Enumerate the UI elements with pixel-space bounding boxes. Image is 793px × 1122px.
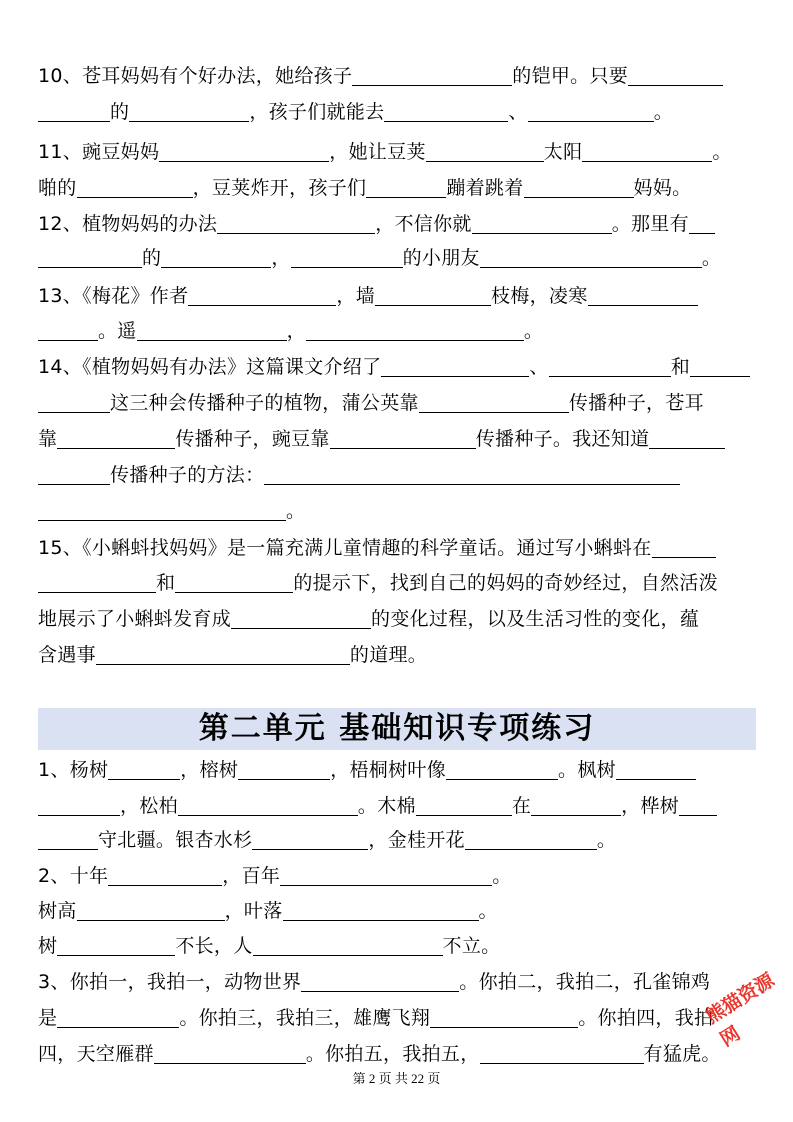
line-text: 11、豌豆妈妈 xyxy=(38,141,160,163)
line-text: 有猛虎。 xyxy=(643,1043,721,1065)
answer-blank[interactable] xyxy=(381,357,529,377)
answer-blank[interactable] xyxy=(38,501,286,521)
answer-blank[interactable] xyxy=(528,102,654,122)
answer-blank[interactable] xyxy=(426,142,544,162)
section-title: 第二单元 基础知识专项练习 xyxy=(198,711,596,746)
text-line xyxy=(38,355,750,379)
text-line xyxy=(38,427,725,451)
line-text: 的 xyxy=(110,101,130,123)
answer-blank[interactable] xyxy=(549,357,671,377)
text-line xyxy=(38,176,691,200)
answer-blank[interactable] xyxy=(384,102,508,122)
answer-blank[interactable] xyxy=(188,286,336,306)
answer-blank[interactable] xyxy=(582,142,712,162)
answer-blank[interactable] xyxy=(652,538,716,558)
text-line xyxy=(38,758,696,782)
answer-blank[interactable] xyxy=(301,972,459,992)
answer-blank[interactable] xyxy=(291,248,403,268)
line-text: ，百年 xyxy=(222,865,281,887)
line-text: ，叶落 xyxy=(224,900,283,922)
answer-blank[interactable] xyxy=(38,465,110,485)
line-text: 3、你拍一，我拍一，动物世界 xyxy=(38,971,302,993)
line-text: 。 xyxy=(596,829,617,851)
watermark: 熊猫资源网 xyxy=(702,969,779,1051)
line-text: 。你拍二，我拍二，孔雀锦鸡 xyxy=(459,971,711,993)
answer-blank[interactable] xyxy=(57,1008,179,1028)
line-text: 13、《梅花》作者 xyxy=(38,285,189,307)
line-text: 地展示了小蝌蚪发育成 xyxy=(38,608,232,630)
answer-blank[interactable] xyxy=(480,1044,644,1064)
line-text: 含遇事 xyxy=(38,644,96,666)
answer-blank[interactable] xyxy=(430,1008,578,1028)
line-text: 的提示下，找到自己的妈妈的奇妙经过，自然活泼 xyxy=(293,572,718,594)
line-text: 不立。 xyxy=(442,935,501,957)
text-line xyxy=(38,899,498,923)
text-line xyxy=(38,828,616,852)
answer-blank[interactable] xyxy=(330,429,476,449)
text-line xyxy=(38,970,710,994)
answer-blank[interactable] xyxy=(108,760,180,780)
answer-blank[interactable] xyxy=(366,178,446,198)
line-text: ， xyxy=(286,320,306,342)
line-text: ，桦树 xyxy=(621,795,680,817)
answer-blank[interactable] xyxy=(616,760,696,780)
line-text: 、 xyxy=(529,356,549,378)
answer-blank[interactable] xyxy=(77,901,225,921)
answer-blank[interactable] xyxy=(154,1044,306,1064)
answer-blank[interactable] xyxy=(57,936,175,956)
text-line xyxy=(38,536,716,560)
line-text: 。 xyxy=(286,500,306,522)
answer-blank[interactable] xyxy=(96,645,350,665)
text-line xyxy=(38,246,721,270)
text-line xyxy=(38,284,698,308)
line-text: ，孩子们就能去 xyxy=(249,101,385,123)
line-text: 的铠甲。只要 xyxy=(512,65,629,87)
text-line xyxy=(38,1042,721,1066)
text-line xyxy=(38,391,704,415)
answer-blank[interactable] xyxy=(480,248,702,268)
answer-blank[interactable] xyxy=(252,830,368,850)
answer-blank[interactable] xyxy=(280,866,492,886)
line-text: 。 xyxy=(712,141,732,163)
answer-blank[interactable] xyxy=(178,796,358,816)
line-text: 2、十年 xyxy=(38,865,109,887)
line-text: 四，天空雁群 xyxy=(38,1043,154,1065)
line-text: 传播种子，苍耳 xyxy=(568,392,704,414)
line-text: 。那里有 xyxy=(611,213,689,235)
answer-blank[interactable] xyxy=(38,573,156,593)
answer-blank[interactable] xyxy=(129,102,249,122)
answer-blank[interactable] xyxy=(524,178,634,198)
answer-blank[interactable] xyxy=(38,321,98,341)
answer-blank[interactable] xyxy=(679,796,717,816)
line-text: 枝梅，凌寒 xyxy=(491,285,588,307)
answer-blank[interactable] xyxy=(253,936,443,956)
line-text: 。木棉 xyxy=(357,795,416,817)
answer-blank[interactable] xyxy=(419,393,569,413)
answer-blank[interactable] xyxy=(689,214,715,234)
line-text: 不长，人 xyxy=(175,935,253,957)
line-text: 的小朋友 xyxy=(402,247,480,269)
line-text: 蹦着跳着 xyxy=(446,177,524,199)
line-text: 。 xyxy=(701,247,722,269)
answer-blank[interactable] xyxy=(588,286,698,306)
answer-blank[interactable] xyxy=(352,66,512,86)
line-text: ，墙 xyxy=(336,285,375,307)
line-text: 传播种子。我还知道 xyxy=(475,428,650,450)
line-text: ，她让豆荚 xyxy=(329,141,426,163)
line-text: 是 xyxy=(38,1007,58,1029)
text-line xyxy=(38,643,427,667)
text-line xyxy=(38,499,305,523)
line-text: 。遥 xyxy=(98,320,137,342)
line-text: ，榕树 xyxy=(180,759,239,781)
text-line xyxy=(38,64,723,88)
line-text: 太阳 xyxy=(543,141,583,163)
text-line xyxy=(38,607,699,631)
text-line xyxy=(38,100,673,124)
text-line xyxy=(38,934,500,958)
text-line xyxy=(38,463,680,487)
answer-blank[interactable] xyxy=(264,465,680,485)
answer-blank[interactable] xyxy=(217,214,375,234)
page-footer: 第 2 页 共 22 页 xyxy=(352,1071,441,1086)
text-line xyxy=(38,319,543,343)
line-text: 守北疆。银杏水杉 xyxy=(98,829,253,851)
line-text: 啪的 xyxy=(38,177,77,199)
line-text: 1、杨树 xyxy=(38,759,109,781)
answer-blank[interactable] xyxy=(38,796,120,816)
answer-blank[interactable] xyxy=(628,66,723,86)
answer-blank[interactable] xyxy=(283,901,479,921)
text-line xyxy=(38,140,732,164)
line-text: 14、《植物妈妈有办法》这篇课文介绍了 xyxy=(38,356,382,378)
line-text: 的道理。 xyxy=(349,644,428,666)
answer-blank[interactable] xyxy=(416,796,512,816)
answer-blank[interactable] xyxy=(649,429,725,449)
text-line xyxy=(38,794,717,818)
line-text: ，不信你就 xyxy=(375,213,472,235)
line-text: ， xyxy=(271,247,291,269)
answer-blank[interactable] xyxy=(38,102,110,122)
answer-blank[interactable] xyxy=(306,321,524,341)
line-text: ，豆荚炸开，孩子们 xyxy=(192,177,367,199)
line-text: 15、《小蝌蚪找妈妈》是一篇充满儿童情趣的科学童话。通过写小蝌蚪在 xyxy=(38,537,652,559)
answer-blank[interactable] xyxy=(175,573,293,593)
answer-blank[interactable] xyxy=(38,830,98,850)
answer-blank[interactable] xyxy=(472,214,612,234)
answer-blank[interactable] xyxy=(108,866,222,886)
line-text: 。枫树 xyxy=(558,759,616,781)
answer-blank[interactable] xyxy=(231,609,371,629)
text-line xyxy=(38,1006,713,1030)
answer-blank[interactable] xyxy=(375,286,491,306)
line-text: 和 xyxy=(156,572,176,594)
line-text: ，松柏 xyxy=(120,795,178,817)
line-text: 妈妈。 xyxy=(633,177,692,199)
answer-blank[interactable] xyxy=(690,357,750,377)
answer-blank[interactable] xyxy=(159,142,329,162)
line-text: 树 xyxy=(38,935,58,957)
answer-blank[interactable] xyxy=(161,248,271,268)
line-text: 靠 xyxy=(38,428,58,450)
answer-blank[interactable] xyxy=(38,248,142,268)
answer-blank[interactable] xyxy=(137,321,287,341)
line-text: 10、苍耳妈妈有个好办法，她给孩子 xyxy=(38,65,353,87)
line-text: 在 xyxy=(511,795,532,817)
answer-blank[interactable] xyxy=(446,760,558,780)
answer-blank[interactable] xyxy=(531,796,621,816)
line-text: 这三种会传播种子的植物，蒲公英靠 xyxy=(110,392,419,414)
answer-blank[interactable] xyxy=(57,429,175,449)
text-line xyxy=(38,571,718,595)
answer-blank[interactable] xyxy=(77,178,193,198)
line-text: 的变化过程，以及生活习性的变化，蕴 xyxy=(371,608,700,630)
text-line xyxy=(38,212,715,236)
line-text: 。 xyxy=(523,320,544,342)
line-text: 。你拍三，我拍三，雄鹰飞翔 xyxy=(179,1007,431,1029)
answer-blank[interactable] xyxy=(38,393,110,413)
answer-blank[interactable] xyxy=(465,830,597,850)
line-text: 传播种子的方法： xyxy=(110,464,265,486)
line-text: 。 xyxy=(492,865,512,887)
line-text: 。 xyxy=(478,900,498,922)
line-text: 传播种子，豌豆靠 xyxy=(175,428,330,450)
line-text: ，梧桐树叶像 xyxy=(330,759,447,781)
text-line xyxy=(38,864,512,888)
line-text: ，金桂开花 xyxy=(368,829,465,851)
line-text: 的 xyxy=(142,247,162,269)
line-text: 。你拍五，我拍五， xyxy=(305,1043,480,1065)
line-text: 树高 xyxy=(38,900,77,922)
line-text: 、 xyxy=(508,101,528,123)
line-text: 和 xyxy=(670,356,691,378)
line-text: 。你拍四，我拍 xyxy=(578,1007,714,1029)
line-text: 12、植物妈妈的办法 xyxy=(38,213,218,235)
answer-blank[interactable] xyxy=(238,760,330,780)
line-text: 。 xyxy=(653,101,674,123)
